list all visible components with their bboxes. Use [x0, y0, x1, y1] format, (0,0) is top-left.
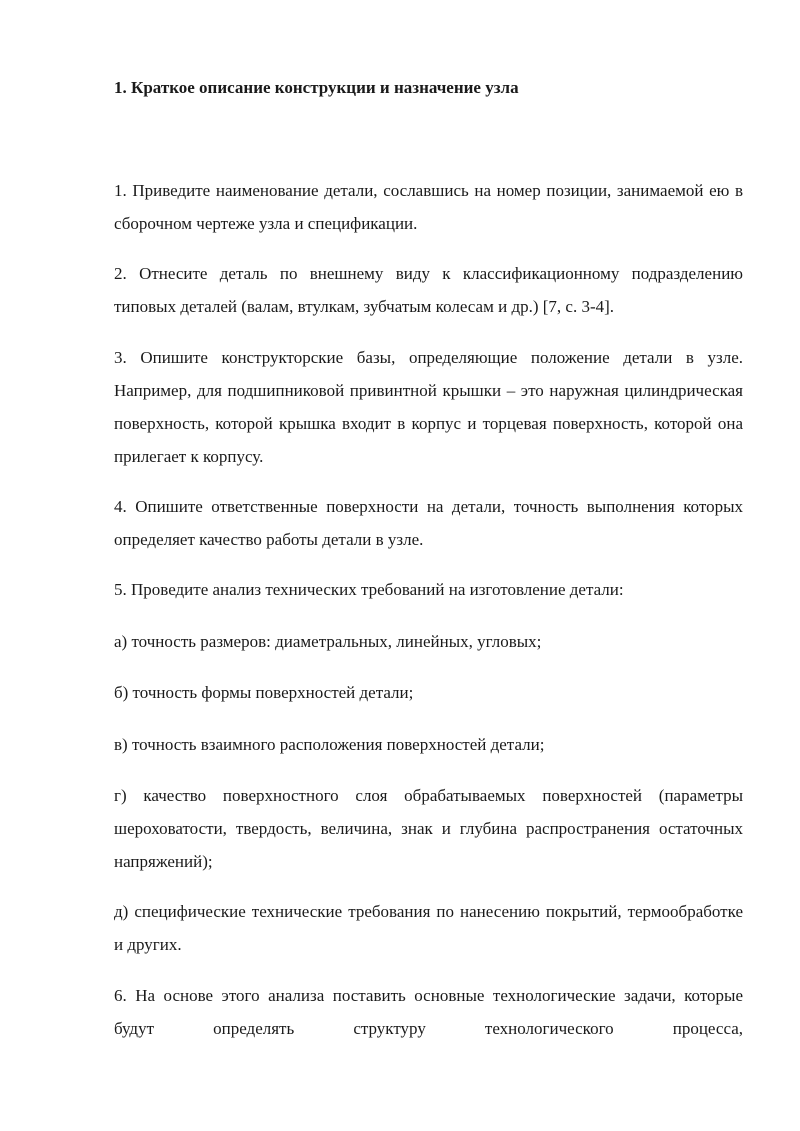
- paragraph-4: 4. Опишите ответственные поверхности на детали, точность выполнения которых определяет качество работы детали в узле.: [114, 497, 743, 549]
- paragraph-1: 1. Приведите наименование детали, сославшись на номер позиции, занимаемой ею в сборочном чертеже узла и спецификации.: [114, 181, 743, 233]
- list-item-v: в) точность взаимного расположения поверхностей детали;: [114, 735, 545, 754]
- section-heading: 1. Краткое описание конструкции и назначение узла: [114, 78, 519, 97]
- list-item-a: а) точность размеров: диаметральных, линейных, угловых;: [114, 632, 542, 651]
- list-item-g: г) качество поверхностного слоя обрабатываемых поверхностей (параметры шероховатости, твердость, величина, знак и глубина распространения остаточных напряжений);: [114, 786, 743, 871]
- paragraph-6: 6. На основе этого анализа поставить основные технологические задачи, которые будут определять структуру технологического процесса,: [114, 986, 743, 1038]
- list-item-b: б) точность формы поверхностей детали;: [114, 683, 414, 702]
- document-page: [114, 0, 743, 1131]
- paragraph-2: 2. Отнесите деталь по внешнему виду к классификационному подразделению типовых деталей (валам, втулкам, зубчатым колесам и др.) [7, с. 3-4].: [114, 264, 743, 316]
- list-item-d: д) специфические технические требования по нанесению покрытий, термообработке и других.: [114, 902, 743, 954]
- paragraph-5: 5. Проведите анализ технических требований на изготовление детали:: [114, 580, 624, 599]
- paragraph-3: 3. Опишите конструкторские базы, определяющие положение детали в узле. Например, для подшипниковой привинтной крышки – это наружная цилиндрическая поверхность, которой крышка входит в корпус и торцевая поверхность, которой она прилегает к корпусу.: [114, 348, 743, 466]
